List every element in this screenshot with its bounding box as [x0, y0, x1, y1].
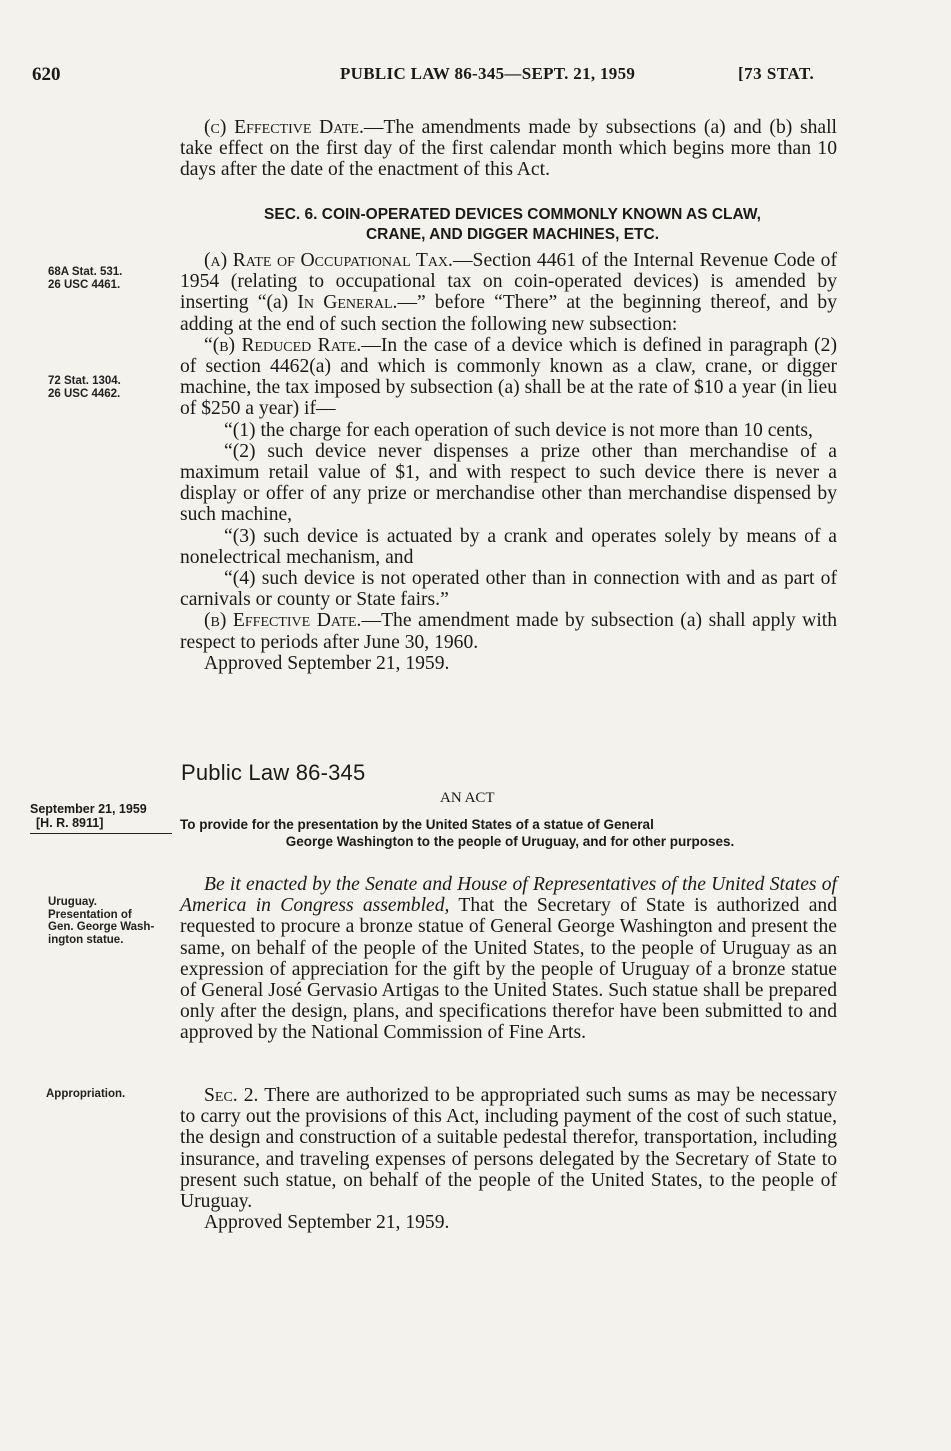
in-general-label: In General. [297, 292, 398, 314]
section-6a-text: —Section 4461 of the Internal Revenue Code of 1954 (relating to occupational tax on coin-operated devices) is amended by inserting “(a) [180, 250, 837, 314]
enactment-date-note [30, 802, 172, 834]
margin-note-uruguay [48, 896, 154, 946]
margin-note-line: ington statue. [48, 933, 124, 946]
act-purpose-line1: To provide for the presentation by the United States of a statue of General [180, 817, 654, 832]
margin-note-72-stat [48, 375, 121, 400]
margin-note-line: 26 USC 4462. [48, 387, 121, 400]
margin-note-line: 72 Stat. 1304. [48, 375, 121, 387]
section-5c-label: (c) Effective Date. [204, 117, 364, 138]
section-6a-label: (a) Rate of Occupational Tax. [204, 250, 453, 271]
section-2-body [180, 1085, 837, 1233]
section-2-label: Sec. 2. [204, 1085, 259, 1106]
condition-item: “(2) such device never dispenses a prize other than merchandise of a maximum retail value of $1, and with respect to such device there is never a display or offer of any prize or merchandise other than merchandise dispensed by such machine, [180, 440, 837, 526]
act-purpose-line2: George Washington to the people of Uruguay, and for other purposes. [285, 834, 735, 849]
margin-note-line: 68A Stat. 531. [48, 266, 123, 278]
section-6b-label: “(b) Reduced Rate. [204, 334, 362, 356]
section-6-heading [184, 205, 841, 245]
approval-date: Approved September 21, 1959. [204, 652, 450, 674]
enacting-clause: Be it enacted by the Senate and House of Representatives of the United States of America in Congress assembled, [180, 874, 837, 917]
effective-date-label: (b) Effective Date. [204, 610, 362, 632]
enactment-date: September 21, 1959 [30, 802, 147, 816]
section-6a-text-cont: —” before “There” at the beginning thereof, and by adding at the end of such section the following new subsection: [180, 292, 837, 335]
an-act-label: AN ACT [440, 790, 495, 806]
margin-note-line: Gen. George Wash- [48, 921, 155, 933]
page-number: 620 [32, 64, 61, 85]
margin-note-line: 26 USC 4461. [48, 278, 121, 291]
section-6-heading-line1: SEC. 6. COIN-OPERATED DEVICES COMMONLY KNOWN AS CLAW, [264, 206, 761, 223]
approval-date: Approved September 21, 1959. [204, 1212, 450, 1234]
margin-note-line: Uruguay. [48, 896, 97, 908]
condition-item: “(3) such device is actuated by a crank and operates solely by means of a nonelectrical mechanism, and [180, 525, 837, 568]
condition-item: “(1) the charge for each operation of such device is not more than 10 cents, [224, 419, 813, 441]
public-law-heading: Public Law 86-345 [181, 760, 366, 785]
section-6b-text: —In the case of a device which is defined in paragraph (2) of section 4462(a) and which is commonly known as a claw, crane, or digger machine, the tax imposed by subsection (a) shall be at the rate of $10 a year (in lieu of $250 a year) if— [180, 334, 837, 420]
section-6-body [180, 250, 837, 674]
margin-note-68a-stat [48, 266, 122, 291]
section-6-heading-line2: CRANE, AND DIGGER MACHINES, ETC. [365, 226, 660, 243]
effective-date-text: —The amendment made by subsection (a) shall apply with respect to periods after June 30, 1960. [180, 610, 838, 653]
condition-item: “(4) such device is not operated other than in connection with and as part of carnivals or county or State fairs.” [180, 568, 837, 611]
section-5c-text: —The amendments made by subsections (a) and (b) shall take effect on the first day of the first calendar month which begins more than 10 days after the date of the enactment of this Act. [180, 117, 837, 181]
bill-number: [H. R. 8911] [36, 816, 104, 830]
margin-note-appropriation: Appropriation. [46, 1088, 126, 1100]
statute-volume: [73 STAT. [738, 64, 815, 83]
margin-note-line: Presentation of [48, 908, 132, 921]
running-title: PUBLIC LAW 86-345—SEPT. 21, 1959 [340, 64, 636, 83]
section-5c [180, 117, 837, 181]
section-2-text: There are authorized to be appropriated such sums as may be necessary to carry out the provisions of this Act, including payment of the cost of such statue, the design and construction of a suitable pedestal therefor, transportation, including insurance, and traveling expenses of persons delegated by the Secretary of State to present such statue, on behalf of the people of the United States, to the people of Uruguay. [180, 1085, 838, 1213]
section-1-text: That the Secretary of State is authorized and requested to procure a bronze statue of General George Washington and present the same, on behalf of the people of the United States, to the people of Uruguay as an expression of appreciation for the gift by the people of Uruguay of a bronze statue of General José Gervasio Artigas to the United States. Such statue shall be prepared only after the design, plans, and specifications therefor have been submitted to and approved by the National Commission of Fine Arts. [180, 895, 837, 1044]
section-1-body [180, 874, 837, 1044]
act-purpose [180, 816, 840, 850]
